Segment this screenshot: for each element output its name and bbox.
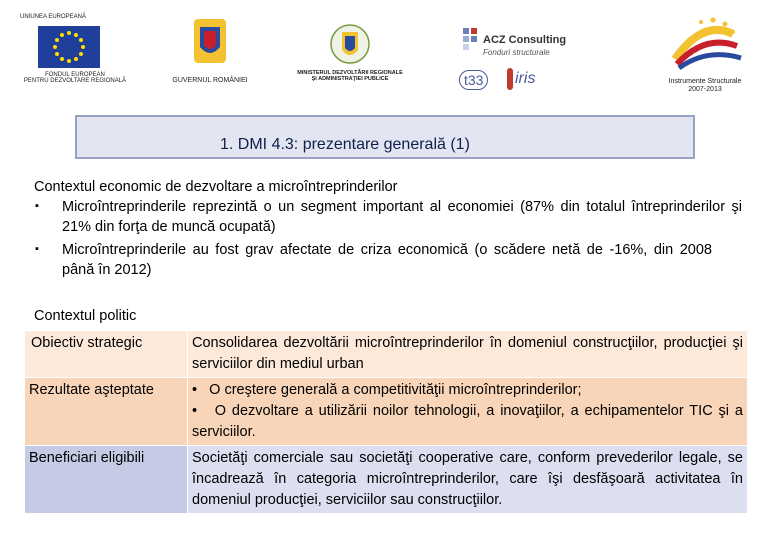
economic-bullet-2: Microîntreprinderile au fost grav afectate de criza economică (o scădere netă de -16%, din 2008 până în 2012)	[62, 242, 712, 278]
eu-label: UNIUNEA EUROPEANĂ	[20, 14, 87, 20]
instrumente-years: 2007-2013	[688, 86, 722, 93]
t33-logo: t33	[459, 70, 488, 90]
economic-context-heading: Contextul economic de dezvoltare a microîntreprinderilor	[34, 179, 398, 195]
list-item: • O creştere generală a competitivităţii microîntreprinderilor;	[192, 382, 582, 398]
table-cell-label: Rezultate aşteptate	[25, 378, 188, 446]
bullet-square-icon: ▪	[35, 200, 39, 212]
government-label: GUVERNUL ROMÂNIEI	[172, 77, 248, 84]
political-context-heading: Contextul politic	[34, 308, 137, 324]
ministry-emblem-icon	[330, 22, 370, 66]
government-logo	[165, 15, 255, 87]
ministry-logo	[295, 22, 405, 88]
table-cell-label: Obiectiv strategic	[25, 331, 188, 378]
table-row	[25, 331, 748, 378]
political-context-table	[24, 330, 748, 514]
page-title: 1. DMI 4.3: prezentare generală (1)	[220, 136, 470, 153]
instrumente-structurale-logo	[645, 14, 765, 98]
ministry-label: MINISTERUL DEZVOLTĂRII REGIONALE	[297, 70, 403, 76]
iris-red-mark	[507, 68, 513, 90]
table-cell-list	[188, 378, 748, 446]
instrumente-emblem-icon	[655, 14, 751, 74]
eu-fund-label: FONDUL EUROPEAN	[45, 72, 105, 78]
eu-fund-label-2: PENTRU DEZVOLTARE REGIONALĂ	[23, 78, 127, 84]
eu-flag-icon	[38, 26, 100, 68]
table-cell-text: Societăţi comerciale sau societăţi cooperative care, conform prevederilor legale, se încadrează în categoria microîntreprinderilor, care îşi desfăşoară activitatea în domeniul producţiei, serviciilor sau construcţiilor.	[188, 446, 748, 514]
acz-name: ACZ Consulting	[483, 34, 567, 46]
eu-logo	[20, 14, 130, 86]
table-cell-text: Consolidarea dezvoltării microîntreprinderilor în domeniul construcţiilor, producţiei şi serviciilor din mediul urban	[188, 331, 748, 378]
economic-bullet-1: Microîntreprinderile reprezintă o un segment important al economiei (87% din totalul întreprinderilor şi 21% din forţa de muncă ocupată)	[62, 199, 742, 235]
table-cell-label: Beneficiari eligibili	[25, 446, 188, 514]
acz-consulting-logo	[455, 18, 595, 98]
iris-logo: iris	[515, 70, 536, 87]
ministry-label-2: ŞI ADMINISTRAŢIEI PUBLICE	[311, 76, 389, 82]
list-item: • O dezvoltare a utilizării noilor tehnologii, a inovaţiilor, a echipamentelor TIC şi a serviciilor.	[192, 403, 743, 440]
table-row	[25, 378, 748, 446]
table-row	[25, 446, 748, 514]
list-item-text: O dezvoltare a utilizării noilor tehnologii, a inovaţiilor, a echipamentelor TIC şi a serviciilor.	[192, 403, 743, 440]
list-item-text: O creştere generală a competitivităţii microîntreprinderilor;	[209, 382, 582, 398]
acz-tagline: Fonduri structurale	[483, 48, 550, 57]
coat-of-arms-icon	[190, 17, 230, 69]
acz-squares-icon	[461, 26, 479, 52]
bullet-square-icon: ▪	[35, 243, 39, 255]
instrumente-label: Instrumente Structurale	[668, 78, 742, 85]
